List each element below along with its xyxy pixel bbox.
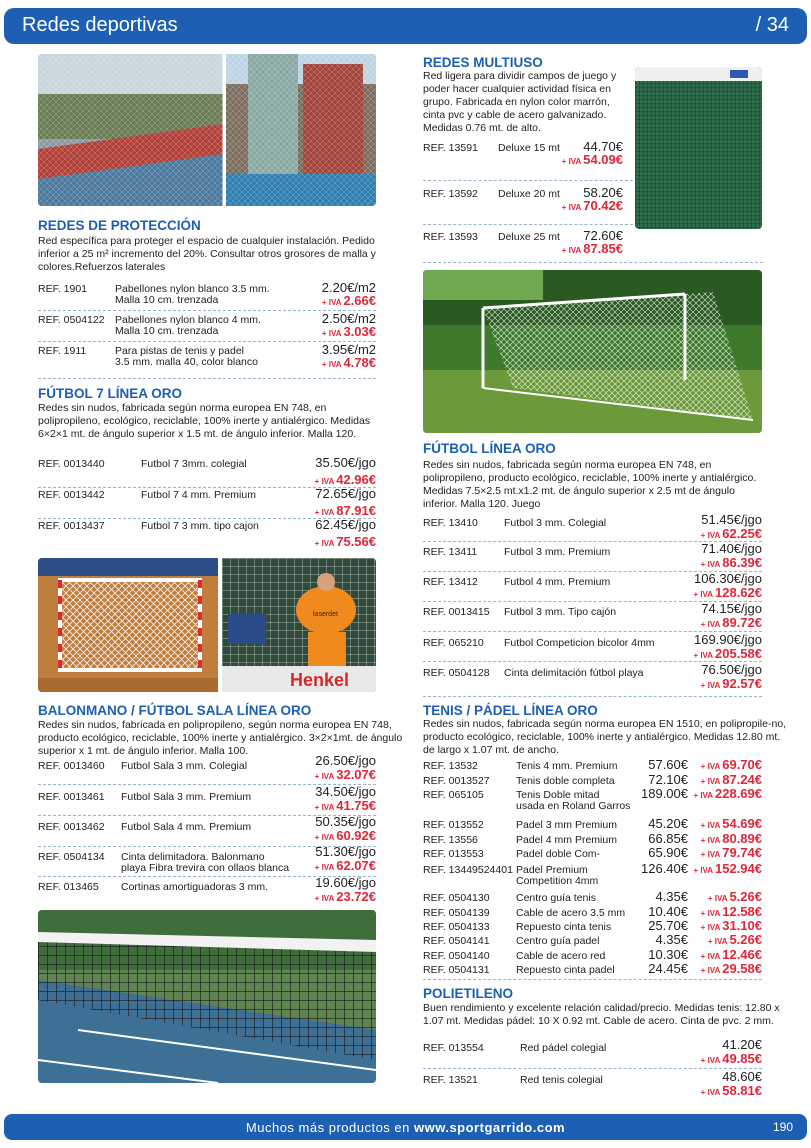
product-price: 51.30€/jgo — [315, 844, 376, 859]
product-name: Padel Premium — [516, 864, 588, 876]
product-price-iva: + IVA 87.85€ — [561, 241, 623, 256]
product-row — [423, 662, 762, 695]
product-name: Cinta delimitadora. Balonmano — [121, 851, 265, 863]
product-price-iva: + IVA 4.78€ — [321, 355, 376, 370]
product-ref: REF. 0013440 — [38, 458, 105, 470]
product-row — [423, 786, 762, 812]
product-price: 35.50€/jgo — [315, 455, 376, 470]
product-row — [423, 947, 762, 964]
product-price: 66.85€ — [648, 831, 688, 846]
product-price-iva: + IVA 152.94€ — [693, 861, 762, 876]
product-ref: REF. 065105 — [423, 789, 484, 801]
product-name: Deluxe 15 mt — [498, 142, 560, 154]
product-price: 189.00€ — [641, 786, 688, 801]
product-ref: REF. 0013437 — [38, 520, 105, 532]
section-desc-futbol7: Redes sin nudos, fabricada según norma europea EN 748, en polipropileno, ecológico, reciclable, 100% inerte y antialérgico. Medidas 6×2×1 mt. de ángulo superior x 1.5 mt. de ángulo inferior. Malla 120. — [38, 402, 371, 440]
product-price-iva: + IVA 5.26€ — [707, 889, 762, 904]
product-name-line2: 3.5 mm. malla 40, color blanco — [115, 356, 258, 368]
product-row — [423, 831, 762, 848]
photo-protection-nets — [38, 54, 376, 206]
product-name: Cable de acero red — [516, 950, 606, 962]
product-ref: REF. 0504130 — [423, 892, 490, 904]
product-price: 44.70€ — [583, 139, 623, 154]
product-row — [423, 1037, 762, 1070]
product-name: Futbol 7 4 mm. Premium — [141, 489, 256, 501]
product-name: Padel doble Com- — [516, 848, 601, 860]
product-row — [423, 185, 623, 216]
product-ref: REF. 0013462 — [38, 821, 105, 833]
product-name-line2: usada en Roland Garros — [516, 800, 631, 812]
product-ref: REF. 0504133 — [423, 921, 490, 933]
product-price: 58.20€ — [583, 185, 623, 200]
product-ref: REF. 0013415 — [423, 606, 490, 618]
product-name: Cable de acero 3.5 mm — [516, 907, 626, 919]
product-row — [38, 517, 376, 549]
product-price: 106.30€/jgo — [694, 571, 762, 586]
product-price-iva: + IVA 3.03€ — [321, 324, 376, 339]
divider — [423, 262, 763, 263]
product-price-iva: + IVA 87.24€ — [700, 772, 762, 787]
section-title-polietileno: POLIETILENO — [423, 986, 514, 1001]
product-ref: REF. 013554 — [423, 1042, 484, 1054]
product-price-iva: + IVA 41.75€ — [314, 798, 376, 813]
product-row — [423, 757, 762, 774]
page-header — [4, 8, 807, 44]
jersey-text: laserdet — [313, 611, 338, 618]
product-row — [423, 918, 762, 935]
product-ref: REF. 0504128 — [423, 667, 490, 679]
product-ref: REF. 13591 — [423, 142, 478, 154]
product-price-iva: + IVA 54.09€ — [561, 152, 623, 167]
product-row — [423, 845, 762, 862]
product-price: 25.70€ — [648, 918, 688, 933]
product-ref: REF. 0013460 — [38, 760, 105, 772]
product-name: Red tenis colegial — [520, 1074, 603, 1086]
product-ref: REF. 0504122 — [38, 314, 105, 326]
photo-tennis-net — [38, 910, 376, 1083]
product-ref: REF. 0013461 — [38, 791, 105, 803]
product-row — [423, 889, 762, 906]
product-row — [38, 280, 376, 309]
product-price: 169.90€/jgo — [694, 632, 762, 647]
product-name: Futbol 3 mm. Colegial — [504, 517, 607, 529]
product-price: 34.50€/jgo — [315, 784, 376, 799]
product-name: Futbol 7 3 mm. tipo cajon — [141, 520, 259, 532]
product-ref: REF. 0504141 — [423, 935, 490, 947]
product-name: Pabellones nylon blanco 3.5 mm. — [115, 283, 270, 295]
product-price: 50.35€/jgo — [315, 814, 376, 829]
photo-handball-goals — [38, 558, 376, 692]
product-price-iva: + IVA 23.72€ — [314, 889, 376, 904]
product-name: Deluxe 20 mt — [498, 188, 560, 200]
section-page-tag: / 34 — [755, 14, 789, 36]
product-row — [423, 816, 762, 833]
product-ref: REF. 13521 — [423, 1074, 478, 1086]
product-name: Tenis 4 mm. Premium — [516, 760, 618, 772]
product-ref: REF. 1901 — [38, 283, 88, 295]
section-title-balonmano: BALONMANO / FÚTBOL SALA LÍNEA ORO — [38, 703, 312, 718]
photo-football-goal — [423, 270, 762, 433]
product-ref: REF. 013553 — [423, 848, 484, 860]
product-ref: REF. 13410 — [423, 517, 478, 529]
product-ref: REF. 13412 — [423, 576, 478, 588]
divider — [423, 696, 762, 697]
product-row — [38, 844, 376, 877]
product-price: 71.40€/jgo — [701, 541, 762, 556]
product-name: Tenis doble completa — [516, 775, 615, 787]
product-name: Futbol Sala 3 mm. Premium — [121, 791, 252, 803]
product-price-iva: + IVA 62.07€ — [314, 858, 376, 873]
product-ref: REF. 0504131 — [423, 964, 490, 976]
product-price-iva: + IVA 89.72€ — [700, 615, 762, 630]
product-name-line2: Malla 10 cm. trenzada — [115, 325, 219, 337]
divider — [423, 180, 633, 181]
product-ref: REF. 0013442 — [38, 489, 105, 501]
product-name-line2: Competition 4mm — [516, 875, 599, 887]
product-price: 4.35€ — [655, 932, 688, 947]
product-name: Futbol Sala 4 mm. Premium — [121, 821, 252, 833]
product-name-line2: playa Fibra trevira con ollaos blanca — [121, 862, 290, 874]
product-price: 10.40€ — [648, 904, 688, 919]
product-price: 62.45€/jgo — [315, 517, 376, 532]
product-name: Futbol 3 mm. Tipo cajón — [504, 606, 617, 618]
product-row — [423, 932, 762, 949]
section-desc-multiuso: Red ligera para dividir campos de juego y poder hacer cualquier actividad física en grupo. Fabricada en nylon color marrón, cinta pvc y cable de acero galvanizado. Medidas 0.76 mt. de alto. — [423, 70, 617, 134]
product-ref: REF. 13449524401 — [423, 864, 513, 876]
section-title-futbol: FÚTBOL LÍNEA ORO — [423, 441, 556, 456]
product-row — [423, 601, 762, 634]
product-ref: REF. 13532 — [423, 760, 478, 772]
photo-multiuse-net — [635, 67, 762, 229]
product-name: Futbol 3 mm. Premium — [504, 546, 611, 558]
product-name: Repuesto cinta padel — [516, 964, 615, 976]
product-price: 41.20€ — [722, 1037, 762, 1052]
product-price: 48.60€ — [722, 1069, 762, 1084]
product-row — [38, 875, 376, 907]
product-price-iva: + IVA 54.69€ — [700, 816, 762, 831]
product-price: 72.65€/jgo — [315, 486, 376, 501]
product-price: 45.20€ — [648, 816, 688, 831]
product-price-iva: + IVA 69.70€ — [700, 757, 762, 772]
product-price-iva: + IVA 58.81€ — [700, 1083, 762, 1098]
product-ref: REF. 0013527 — [423, 775, 490, 787]
product-price-iva: + IVA 12.46€ — [700, 947, 762, 962]
product-row — [423, 571, 762, 604]
product-name: Cortinas amortiguadoras 3 mm. — [121, 881, 269, 893]
product-name: Para pistas de tenis y padel — [115, 345, 244, 357]
product-price-iva: + IVA 60.92€ — [314, 828, 376, 843]
banner-text: Henkel — [290, 670, 350, 690]
product-name: Centro guía tenis — [516, 892, 596, 904]
product-name-line2: Malla 10 cm. trenzada — [115, 294, 219, 306]
divider — [423, 979, 762, 980]
product-row — [38, 455, 376, 487]
product-price-iva: + IVA 87.91€ — [314, 503, 376, 518]
product-price: 4.35€ — [655, 889, 688, 904]
product-price-iva: + IVA 49.85€ — [700, 1051, 762, 1066]
product-price: 72.60€ — [583, 228, 623, 243]
product-name: Pabellones nylon blanco 4 mm. — [115, 314, 261, 326]
product-name: Padel 3 mm Premium — [516, 819, 617, 831]
product-name: Padel 4 mm Premium — [516, 834, 617, 846]
product-price: 76.50€/jgo — [701, 662, 762, 677]
product-price: 126.40€ — [641, 861, 688, 876]
product-price: 19.60€/jgo — [315, 875, 376, 890]
section-title-futbol7: FÚTBOL 7 LÍNEA ORO — [38, 386, 183, 401]
product-price-iva: + IVA 80.89€ — [700, 831, 762, 846]
product-name: Futbol 4 mm. Premium — [504, 576, 611, 588]
product-name: Centro guía padel — [516, 935, 600, 947]
product-ref: REF. 13411 — [423, 546, 478, 558]
product-price-iva: + IVA 228.69€ — [693, 786, 762, 801]
product-row — [423, 861, 762, 887]
product-price-iva: + IVA 205.58€ — [693, 646, 762, 661]
section-title-proteccion: REDES DE PROTECCIÓN — [38, 218, 201, 233]
product-price-iva: + IVA 12.58€ — [700, 904, 762, 919]
product-row — [423, 772, 762, 789]
page-number: 190 — [772, 1120, 793, 1134]
product-row — [423, 961, 762, 978]
product-ref: REF. 13592 — [423, 188, 478, 200]
product-name: Futbol Competicion bicolor 4mm — [504, 637, 655, 649]
product-ref: REF. 1911 — [38, 345, 87, 357]
product-price-iva: + IVA 79.74€ — [700, 845, 762, 860]
product-ref: REF. 13593 — [423, 231, 478, 243]
divider — [38, 378, 376, 379]
product-name: Futbol Sala 3 mm. Colegial — [121, 760, 248, 772]
divider — [423, 1068, 762, 1069]
product-row — [423, 139, 623, 170]
product-price: 51.45€/jgo — [701, 512, 762, 527]
section-desc-tenis: Redes sin nudos, fabricada según norma europea EN 1510, en polipropile-no, producto ecológico, reciclable, 100% inerte y antialérgico. Medidas 12.80 mt. de largo x 1.07 mt. de ancho. — [423, 718, 787, 756]
product-name: Tenis Doble mitad — [516, 789, 600, 801]
product-name: Deluxe 25 mt — [498, 231, 560, 243]
product-price: 24.45€ — [648, 961, 688, 976]
product-price: 3.95€/m2 — [321, 342, 376, 357]
section-desc-futbol: Redes sin nudos, fabricada según norma europea EN 748, en polipropileno, producto ecológico, reciclable, 100% inerte y antialérgico. Medidas 7.5×2.5 mt.x1.2 mt. de ángulo superior x 2.5 mt de ángulo inferior. Malla 120. Juego — [423, 459, 757, 510]
product-price-iva: + IVA 86.39€ — [700, 555, 762, 570]
product-price-iva: + IVA 2.66€ — [321, 293, 376, 308]
product-price-iva: + IVA 31.10€ — [700, 918, 762, 933]
section-desc-proteccion: Red específica para proteger el espacio de cualquier instalación. Pedido inferior a 25 m² incremento del 20%. Consultar otros grosores de malla y colores.Refuerzos laterales — [38, 235, 376, 273]
product-price-iva: + IVA 5.26€ — [707, 932, 762, 947]
product-ref: REF. 065210 — [423, 637, 484, 649]
product-price-iva: + IVA 32.07€ — [314, 767, 376, 782]
product-price: 74.15€/jgo — [701, 601, 762, 616]
product-row — [423, 904, 762, 921]
product-price: 72.10€ — [648, 772, 688, 787]
section-title-multiuso: REDES MULTIUSO — [423, 55, 543, 70]
footer-website-link[interactable]: www.sportgarrido.com — [413, 1120, 566, 1135]
product-price: 65.90€ — [648, 845, 688, 860]
product-ref: REF. 0504134 — [38, 851, 105, 863]
product-price-iva: + IVA 92.57€ — [700, 676, 762, 691]
section-desc-polietileno: Buen rendimiento y excelente relación calidad/precio. Medidas tenis: 12.80 x 1.07 mt. Medidas pádel: 10 X 0.92 mt. Cable de acero. Cinta de pvc. 2 mm. — [423, 1002, 780, 1027]
product-price: 2.50€/m2 — [321, 311, 376, 326]
footer-promo — [4, 1120, 807, 1135]
product-name: Cinta delimitación fútbol playa — [504, 667, 644, 679]
page-footer — [4, 1114, 807, 1140]
product-name: Red pádel colegial — [520, 1042, 607, 1054]
product-price-iva: + IVA 29.58€ — [700, 961, 762, 976]
product-price-iva: + IVA 42.96€ — [314, 472, 376, 487]
product-row — [423, 1069, 762, 1102]
product-row — [38, 342, 376, 371]
product-row — [423, 541, 762, 574]
product-ref: REF. 0504139 — [423, 907, 490, 919]
divider — [423, 224, 633, 225]
product-price: 10.30€ — [648, 947, 688, 962]
product-ref: REF. 013552 — [423, 819, 484, 831]
product-ref: REF. 13556 — [423, 834, 478, 846]
product-ref: REF. 0504140 — [423, 950, 490, 962]
product-price-iva: + IVA 75.56€ — [314, 534, 376, 549]
product-price-iva: + IVA 128.62€ — [693, 585, 762, 600]
product-name: Repuesto cinta tenis — [516, 921, 612, 933]
section-title-tenis: TENIS / PÁDEL LÍNEA ORO — [423, 703, 598, 718]
product-price-iva: + IVA 62.25€ — [700, 526, 762, 541]
product-price: 2.20€/m2 — [321, 280, 376, 295]
product-row — [38, 311, 376, 340]
page-title: Redes deportivas — [22, 14, 178, 36]
product-row — [38, 486, 376, 518]
product-price: 26.50€/jgo — [315, 753, 376, 768]
section-desc-balonmano: Redes sin nudos, fabricada en polipropileno, según norma europea EN 748, producto ecológico, reciclable, 100% inerte y antialérgico. 3×2×1mt. de ángulo superior x 1 mt. de ángulo inferior. Malla 100. — [38, 719, 403, 757]
product-price: 57.60€ — [648, 757, 688, 772]
product-ref: REF. 013465 — [38, 881, 99, 893]
product-name: Futbol 7 3mm. colegial — [141, 458, 247, 470]
product-price-iva: + IVA 70.42€ — [561, 198, 623, 213]
footer-promo-text: Muchos más productos en — [245, 1120, 414, 1135]
product-row — [423, 228, 623, 259]
